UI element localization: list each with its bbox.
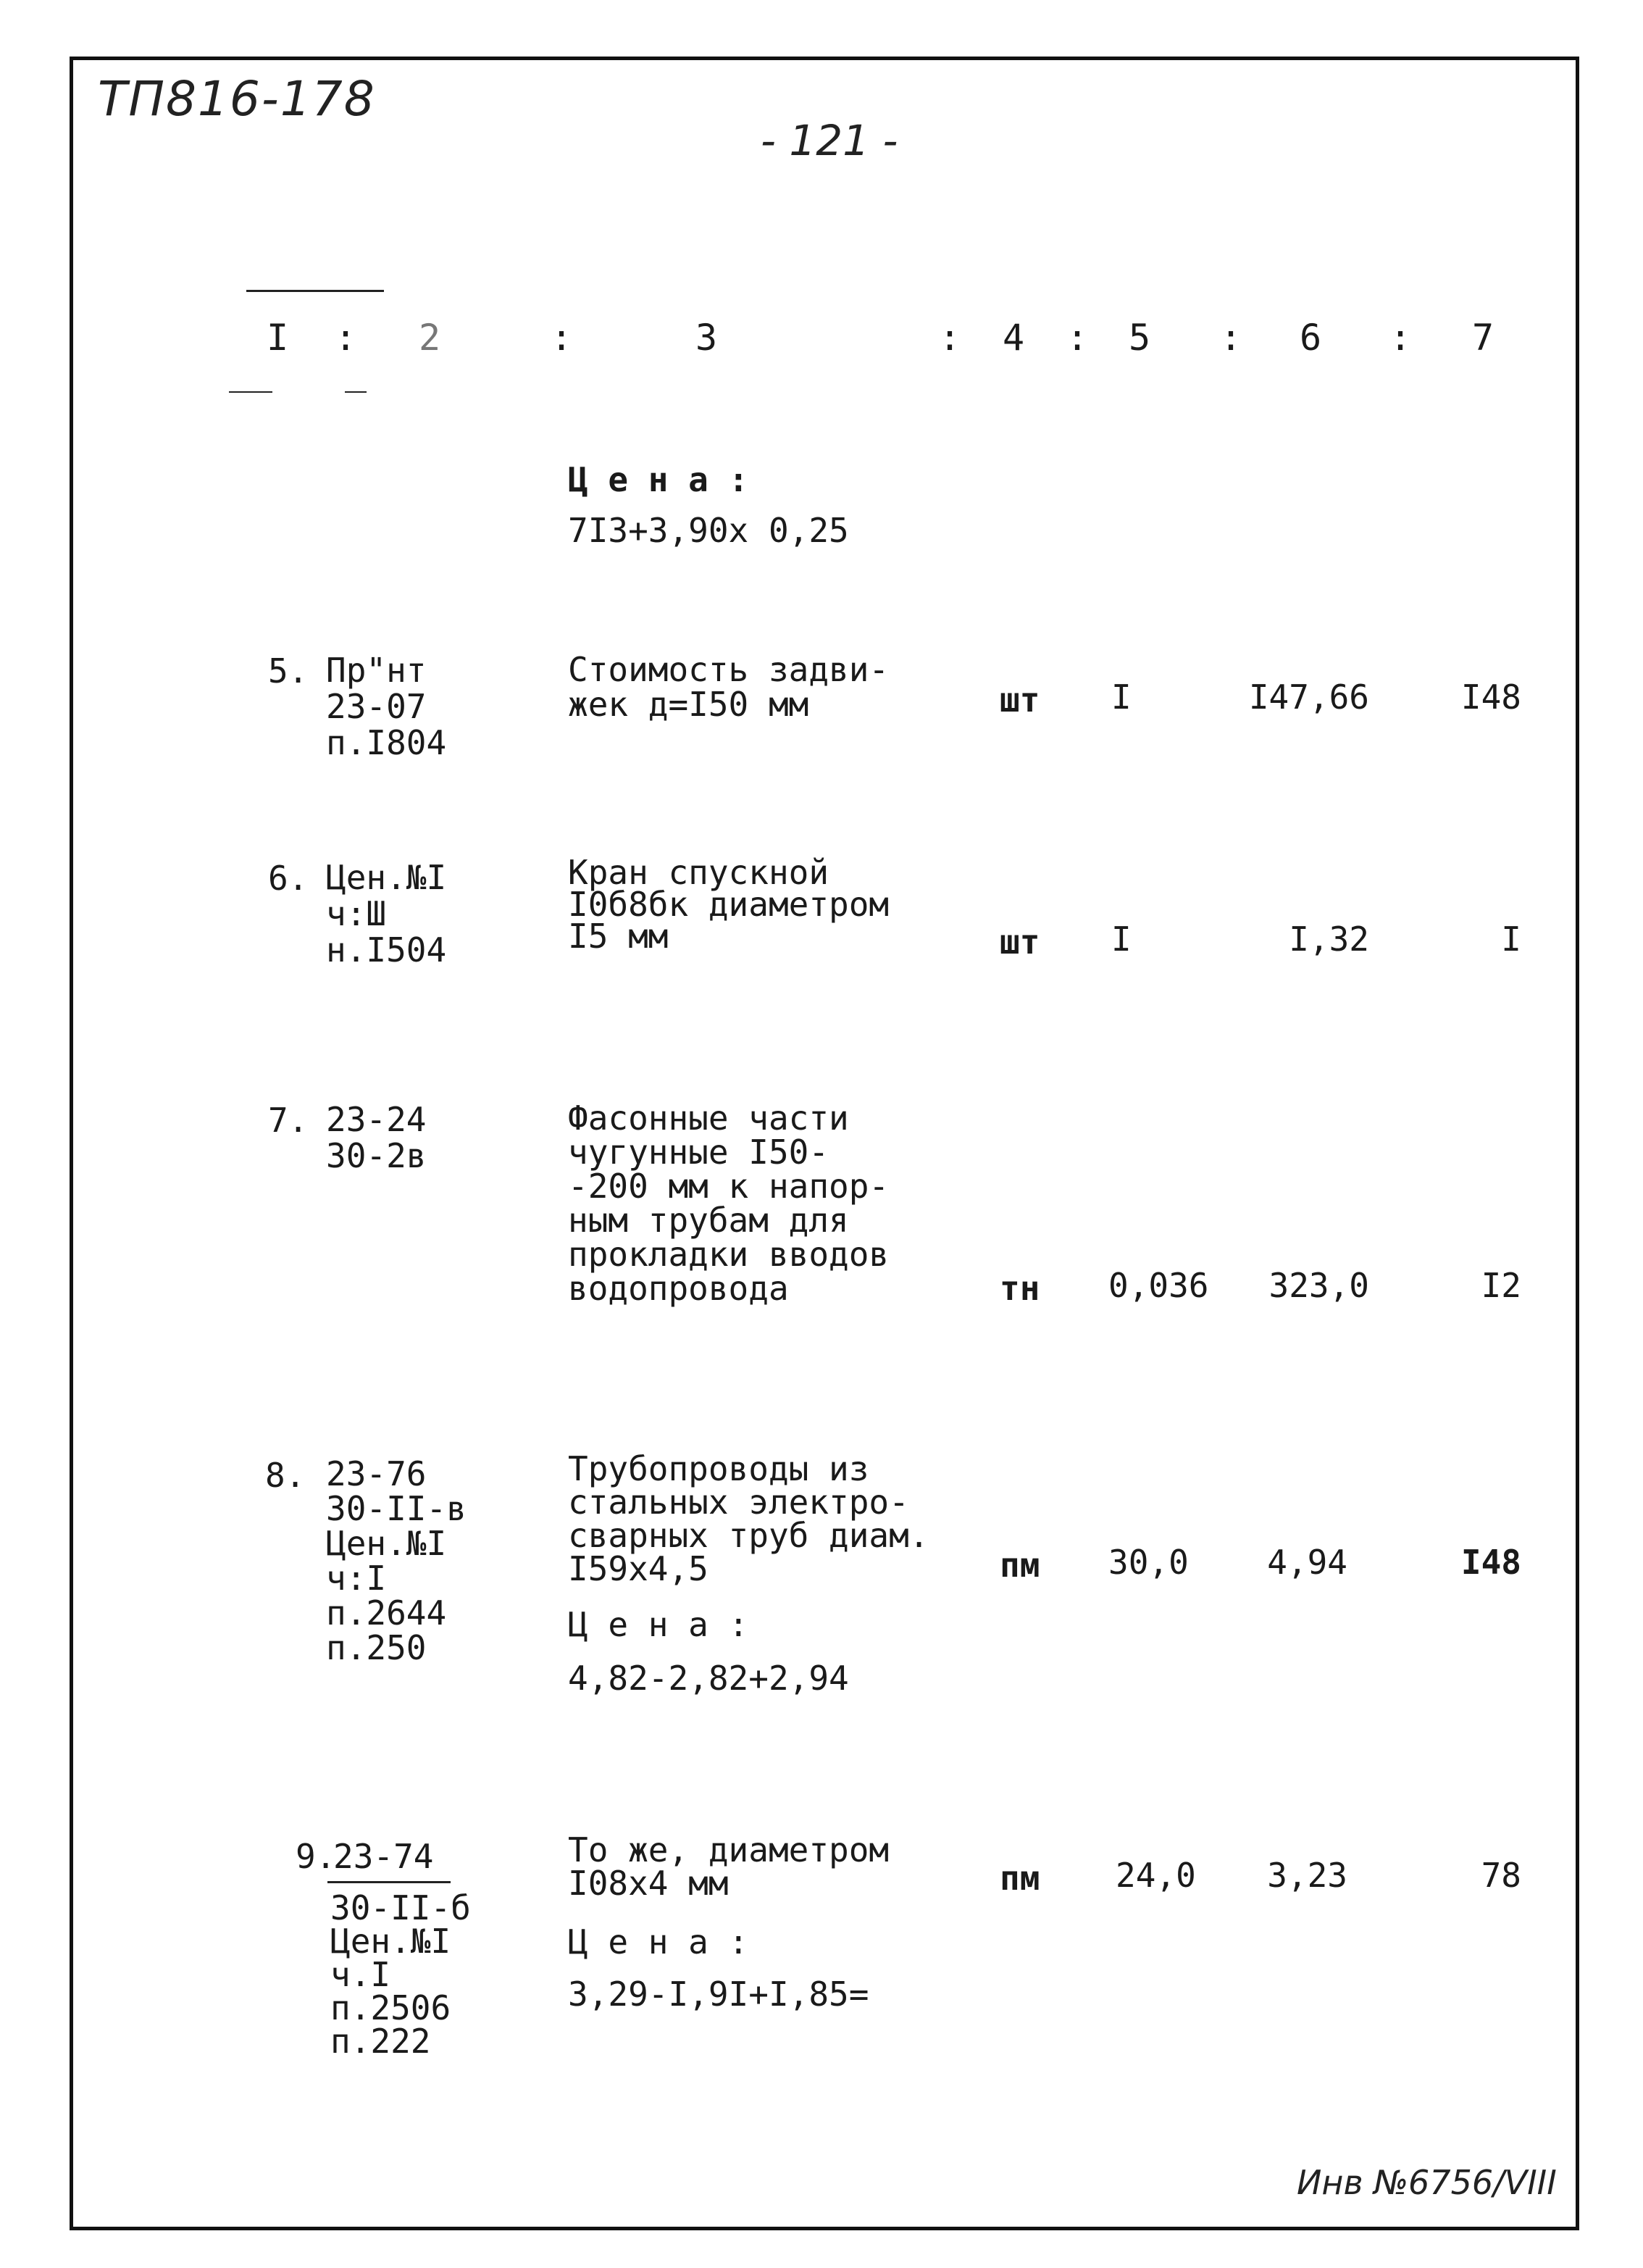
row-unit: шт [1000,922,1040,962]
row-unit: пм [1000,1546,1040,1585]
page-number: - 121 - [761,116,898,165]
row-price: 4,94 [1267,1543,1347,1582]
row-price-formula: 4,82-2,82+2,94 [568,1659,849,1698]
reference-underline [327,1881,451,1883]
header-bottom-rule-1 [229,391,272,393]
row-price: 3,23 [1267,1856,1347,1895]
row-quantity: 0,036 [1108,1266,1209,1305]
row-reference: Пр"нт 23-07 п.I804 [326,651,447,762]
col-sep-2: : [551,317,573,359]
frame-bottom-line [70,2227,1579,2230]
row-total: 78 [1481,1856,1521,1895]
col-header-1: I [267,317,289,359]
row-number: 8. [265,1456,306,1495]
frame-left-line [70,57,73,2230]
row-reference: 30-II-б Цен.№I ч.I п.2506 п.222 [330,1888,471,2061]
col-header-6: 6 [1300,317,1322,359]
intro-price-formula: 7I3+3,90х 0,25 [568,511,849,550]
row-price: 323,0 [1268,1266,1369,1305]
row-quantity: I [1111,920,1132,959]
inventory-number: Инв №6756/VIII [1297,2163,1557,2202]
row-total: I2 [1481,1266,1521,1305]
document-code: ТП816-178 [98,71,376,127]
col-sep-5: : [1220,317,1242,359]
row-quantity: 30,0 [1108,1543,1189,1582]
col-sep-4: : [1066,317,1089,359]
row-price-label: Ц е н а : [568,1605,749,1644]
row-reference-top: 23-74 [333,1837,434,1876]
row-total: I [1501,920,1521,959]
col-sep-6: : [1389,317,1412,359]
row-number: 6. [268,859,309,898]
row-quantity: I [1111,678,1132,717]
col-header-7: 7 [1472,317,1494,359]
row-description: Трубопроводы из стальных электро- сварных труб диам. I59х4,5 [568,1449,929,1588]
row-unit: тн [1000,1269,1040,1308]
row-quantity: 24,0 [1116,1856,1196,1895]
col-sep-1: : [335,317,357,359]
frame-right-line [1576,57,1579,2230]
row-unit: шт [1000,680,1040,720]
row-description: То же, диаметром I08х4 мм [568,1830,890,1903]
header-bottom-rule-2 [345,391,367,393]
row-number: 9. [296,1837,336,1876]
col-header-5: 5 [1129,317,1151,359]
row-total: I48 [1460,1543,1521,1582]
row-number: 5. [268,651,309,691]
col-header-3: 3 [695,317,718,359]
row-unit: пм [1000,1859,1040,1898]
header-top-rule [246,290,384,292]
row-reference: Цен.№I ч:Ш н.I504 [326,858,447,970]
row-price: I47,66 [1248,678,1369,717]
row-price-formula: 3,29-I,9I+I,85= [568,1975,869,2014]
row-description: Кран спускной I0б8бк диаметром I5 мм [568,853,890,956]
row-number: 7. [268,1101,309,1140]
row-reference: 23-24 30-2в [326,1100,427,1175]
row-reference: 23-76 30-II-в Цен.№I ч:I п.2644 п.250 [326,1454,467,1667]
row-description: Стоимость задви- жек д=I50 мм [568,650,890,724]
row-description: Фасонные части чугунные I50- -200 мм к напор- ным трубам для прокладки вводов водопровода [568,1098,890,1308]
intro-price-label: Ц е н а : [568,460,749,499]
col-sep-3: : [939,317,961,359]
row-price-label: Ц е н а : [568,1922,749,1961]
col-header-4: 4 [1003,317,1025,359]
row-total: I48 [1460,678,1521,717]
frame-top-line [70,57,1579,60]
row-price: I,32 [1289,920,1369,959]
col-header-2: 2 [419,317,441,359]
